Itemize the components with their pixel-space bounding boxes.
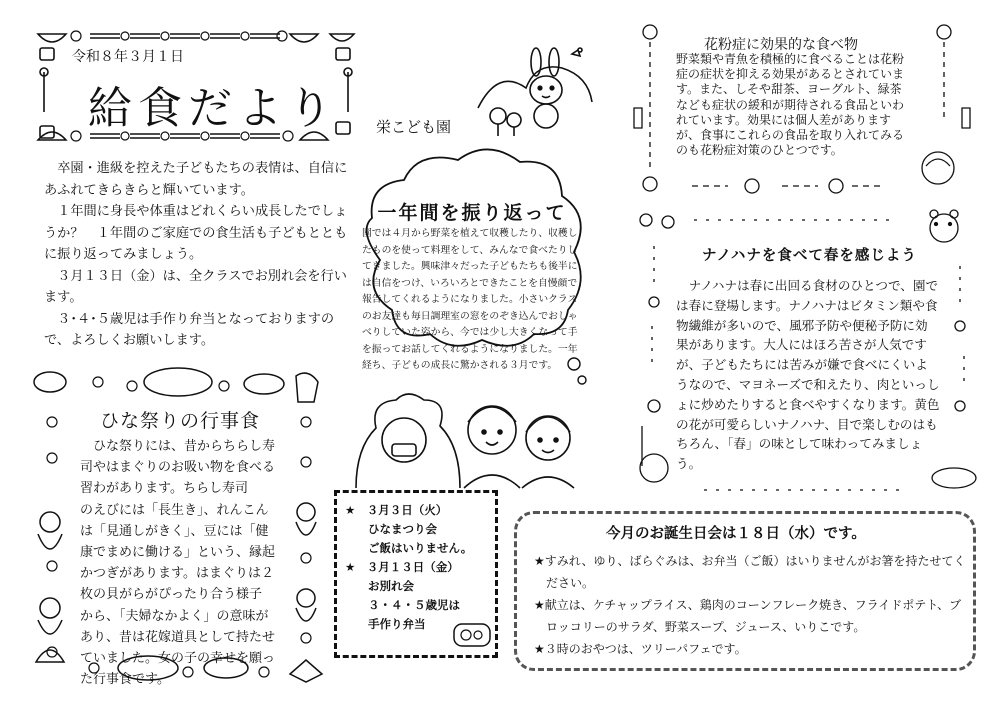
hina-title: ひな祭りの行事食 — [100, 410, 261, 432]
page-title: 給食だより — [88, 83, 338, 134]
children-chef-illustration — [352, 378, 594, 498]
birthday-title: 今月のお誕生日会は１８日（水）です。 — [606, 526, 866, 542]
schedule-row: お別れ会 — [345, 579, 414, 593]
bento-icon — [452, 620, 492, 650]
schedule-row: ★ ３月１３日（金） — [345, 560, 459, 574]
intro-text — [44, 158, 356, 352]
nanohana-title: ナノハナを食べて春を感じよう — [702, 248, 917, 264]
intro-paragraph: 卒園・進級を控えた子どもたちの表情は、自信にあふれてきらきらと輝いています。 — [44, 161, 348, 198]
rabbit-illustration — [476, 46, 616, 138]
hina-body — [80, 436, 302, 690]
schedule-row: ひなまつり会 — [345, 522, 437, 536]
school-name: 栄こども園 — [376, 118, 452, 136]
birthday-list — [528, 550, 968, 660]
birthday-item: ★献立は、ケチャップライス、鶏肉のコーンフレーク焼き、フライドポテト、ブロッコリーのサラダ、野菜スープ、ジュース、いりこです。 — [534, 598, 962, 634]
intro-paragraph: ３月１３日（金）は、全クラスでお別れ会を行います。 — [44, 268, 347, 305]
schedule-row: ３・４・５歳児は — [345, 598, 460, 612]
pollen-body: 野菜類や青魚を積極的に食べることは花粉症の症状を抑える効果があるとされています。また、しそや甜茶、ヨーグルト、緑茶なども症状の緩和が期待される食品といわれています。効果には個人差がありますが、食事にこれらの食品を取り入れてみるのも花粉症対策のひとつです。 — [676, 52, 905, 158]
nanohana-body: ナノハナは春に出回る食材のひとつで、園では春に登場します。ナノハナはビタミン類や食物繊維が多いので、風邪予防や便秘予防に効果があります。大人にはほろ苦さが人気ですが、子どもたちには苦みが嫌で食べにくいようなので、マヨネーズで和えたり、肉といっしょに炒めたりすると食べやすくなります。黄色の花が可愛らしいナノハナ、目で楽しむのはもちろん、「春」の味として味わってみましょう。 — [676, 278, 940, 472]
schedule-row: 手作り弁当 — [345, 617, 426, 631]
issue-date: 令和８年３月１日 — [72, 49, 184, 65]
hina-line: た行事食です。 — [80, 672, 170, 688]
hina-line: 枚の貝がらがぴったり合う様子 — [80, 587, 263, 603]
hina-line: 司やはまぐりのお吸い物を食べる — [80, 460, 276, 476]
hina-line: ていました。女の子の幸せを願っ — [80, 651, 276, 667]
review-title: 一年間を振り返って — [377, 202, 567, 224]
birthday-item: ★すみれ、ゆり、ばらぐみは、お弁当（ご飯）はいりませんがお箸を持たせてください。 — [534, 554, 966, 590]
intro-paragraph: １年間に身長や体重はどれくらい成長したでしょうか？ １年間のご家庭での食生活も子どもとともに振り返ってみましょう。 — [44, 204, 348, 262]
schedule-row: ご飯はいりません。 — [345, 541, 473, 555]
hina-line: から、「夫婦なかよく」の意味が — [80, 608, 269, 624]
hina-line: 康でまめに働ける」という、縁起 — [80, 545, 276, 561]
hina-line: あり、昔は花嫁道具として持たせ — [80, 629, 276, 645]
birthday-item: ★３時のおやつは、ツリーパフェです。 — [534, 642, 747, 656]
pollen-title: 花粉症に効果的な食べ物 — [704, 37, 858, 53]
hina-line: は「見通しがきく」、豆には「健 — [80, 523, 269, 539]
hina-line: のえびには「長生き」、れんこん — [80, 502, 269, 518]
intro-paragraph: ３･４･５歳児は手作り弁当となっておりますので、よろしくお願いします。 — [44, 311, 335, 348]
schedule-row: ★ ３月３日（火） — [345, 503, 448, 517]
hina-line: かつぎがあります。はまぐりは２ — [80, 566, 274, 582]
hina-line: 習わがあります。ちらし寿司 — [80, 481, 248, 497]
review-body: 園では４月から野菜を植えて収穫したり、収穫したものを使って料理をして、みんなで食べたりしてきました。興味津々だった子どもたちも後半には自信をつけ、いろいろとできたことを自慢顔で報告してくれるようになりました。小さいクラスのお友達も毎日調理室の窓をのぞき込んでおしゃべりしていた姿から、今では少し大きくなって手を振ってお話してくれるようになりました。一年経ち、子どもの成長に驚かされる３月です。 — [362, 228, 578, 371]
hina-line: ひな祭りには、昔からちらし寿 — [80, 439, 276, 454]
